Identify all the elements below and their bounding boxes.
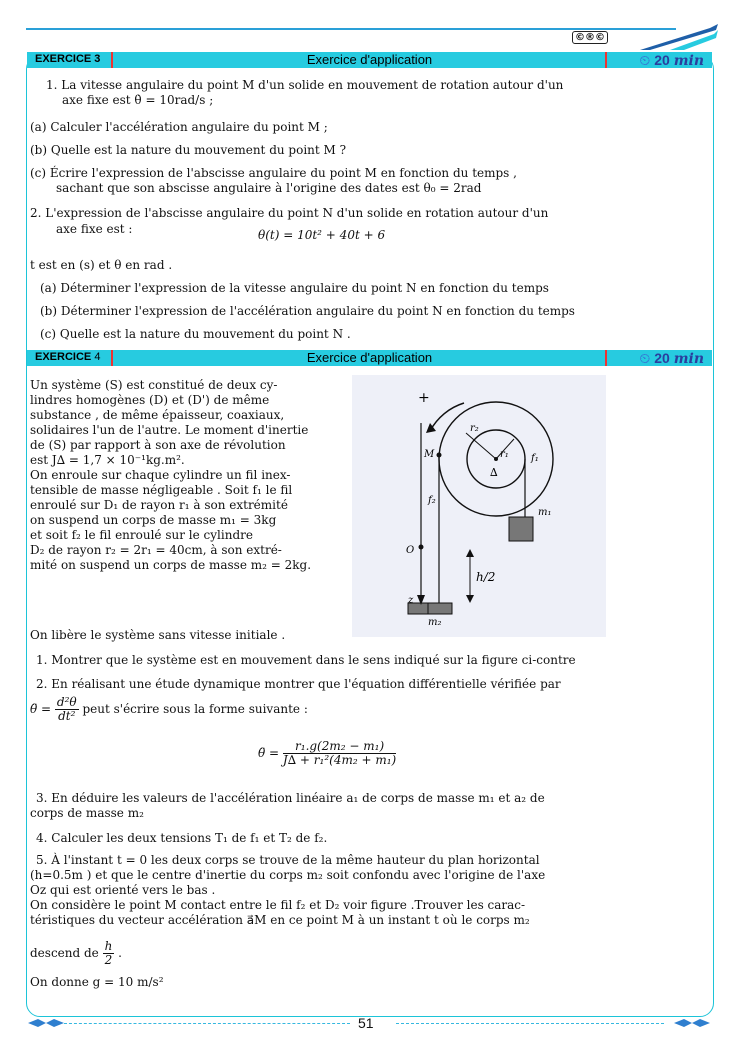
ex4-descend: descend de $\frac{h}{2}$ . [30,939,122,967]
f1-label: f₁ [531,453,539,464]
ex4-intro: Un système (S) est constitué de deux cy- lindres homogènes (D) et (D') de même substance , de même épaisseur, coaxiaux, solidaires l'un de l'autre. Le moment d'inertie de (S) par rapport à son axe de révolution est J∆ = 1,7 × 10⁻¹kg.m². On enroule sur chaque cylindre un fil inex- tensible de masse négligeable . Soit f₁ le fil enroulé sur D₁ de rayon r₁ à son extrémité on suspend un corps de masse m₁ = 3kg et soit f₂ le fil enroulé sur le cylindre D₂ de rayon r₂ = 2r₁ = 40cm, à son extré- mité on suspend un corps de masse m₂ = 2kg. [30,378,312,572]
header-line [26,28,676,30]
exercise-3-header [27,52,712,68]
m2-label: m₂ [428,617,442,628]
exercise-4-timer: ⏲ 20 min [639,350,704,367]
ex3-q1-line2: axe fixe est θ̇ = 10rad/s ; [62,93,214,107]
ex4-p5: 5. À l'instant t = 0 les deux corps se trouve de la même hauteur du plan horizontal (h=0.5m ) et que le centre d'inertie du corps m₂ soit confondu avec l'origine de l'axe Oz qui est orienté vers le bas . On considère le point M contact entre le fil f₂ et D₂ voir figure .Trouver les carac- téristiques du vecteur accélération a⃗M en ce point M à un instant t où le corps m₂ [30,853,546,927]
ex4-p2: 2. En réalisant une étude dynamique montrer que l'équation différentielle vérifiée par [36,677,561,691]
exercise-3-title: Exercice d'application [306,52,433,67]
ex4-release: On libère le système sans vitesse initiale . [30,628,286,642]
clock-icon: ⏲ [639,52,651,68]
plus-sign: + [418,390,430,406]
f2-label: f₂ [428,495,436,506]
h-half-label: h/2 [476,570,496,584]
ex4-p4: 4. Calculer les deux tensions T₁ de f₁ et T₂ de f₂. [36,831,328,845]
footer-left-dash [64,1023,350,1024]
exercise-4-label: EXERCICE 4 [35,351,101,363]
ex4-p3-line2: corps de masse m₂ [30,806,144,820]
ex3-q2c: (c) Quelle est la nature du mouvement du point N . [40,327,351,341]
corner-swoosh-icon [640,22,720,52]
ex3-qc-line2: sachant que son abscisse angulaire à l'origine des dates est θ₀ = 2rad [56,181,482,195]
ex3-q2-line2: axe fixe est : [56,222,133,236]
pulley-figure [352,375,606,637]
ex3-qb: (b) Quelle est la nature du mouvement du point M ? [30,143,347,157]
ex3-q2-equation: θ(t) = 10t² + 40t + 6 [258,228,386,242]
exercise-4-title: Exercice d'application [306,350,433,365]
ex3-units: t est en (s) et θ en rad . [30,258,173,272]
origin-label: O [406,545,415,556]
ex3-q2-line1: 2. L'expression de l'abscisse angulaire du point N d'un solide en rotation autour d'un [30,206,549,220]
exercise-3-timer: ⏲ 20 min [639,52,704,69]
ex4-given: On donne g = 10 m/s² [30,975,164,989]
ex3-q2b: (b) Déterminer l'expression de l'accélération angulaire du point N en fonction du temps [40,304,575,318]
ex3-q2a: (a) Déterminer l'expression de la vitesse angulaire du point N en fonction du temps [40,281,549,295]
z-axis-label: z [408,595,414,606]
footer-left-ornament-icon [28,1018,64,1028]
r1-label: r₁ [500,449,509,460]
ex4-p3-line1: 3. En déduire les valeurs de l'accélération linéaire a₁ de corps de masse m₁ et a₂ de [36,791,545,805]
ex4-main-equation: θ̈ = $\frac{\text{r₁.g(2m₂ − m₁)}}{\text{J∆ + r₁²(4m₂ + m₁)}}$ [258,739,397,767]
clock-icon: ⏲ [639,350,651,366]
axis-label: ∆ [490,466,498,479]
page-number: 51 [358,1015,374,1031]
exercise-3-label: EXERCICE 3 [35,53,101,65]
exercise-4-header [27,350,712,366]
point-M-label: M [424,449,435,460]
footer-right-ornament-icon [674,1018,710,1028]
r2-label: r₂ [470,423,479,434]
ex3-qa: (a) Calculer l'accélération angulaire du point M ; [30,120,328,134]
ex3-qc-line1: (c) Écrire l'expression de l'abscisse angulaire du point M en fonction du temps , [30,166,517,180]
ex4-p2-formula: θ̈ = $\frac{\text{d²θ}}{\text{dt²}}$ peut s'écrire sous la forme suivante : [30,695,308,723]
m1-label: m₁ [538,507,552,518]
ex4-p1: 1. Montrer que le système est en mouvement dans le sens indiqué sur la figure ci-contre [36,653,576,667]
footer-right-dash [396,1023,664,1024]
ex3-q1-line1: 1. La vitesse angulaire du point M d'un solide en mouvement de rotation autour d'un [46,78,564,92]
license-badge: ©®© [572,31,608,44]
